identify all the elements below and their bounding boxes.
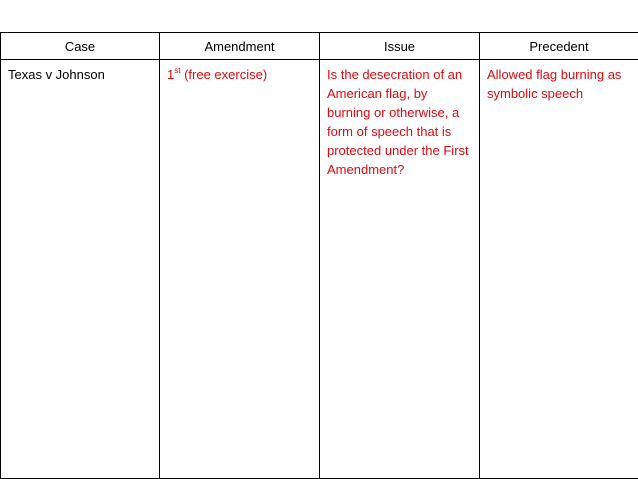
amendment-note: (free exercise) (184, 67, 268, 82)
header-case: Case (1, 33, 160, 60)
header-precedent: Precedent (480, 33, 638, 60)
case-table (0, 32, 638, 479)
table-row (1, 60, 638, 479)
header-amendment: Amendment (160, 33, 320, 60)
cell-amendment (160, 60, 320, 479)
cell-case (1, 60, 160, 479)
amendment-ordinal-suffix: st (174, 66, 181, 75)
cell-issue (320, 60, 480, 479)
amendment-number: 1 (167, 67, 175, 82)
header-row (1, 33, 638, 60)
header-issue: Issue (320, 33, 480, 60)
issue-text: Is the desecration of an American flag, by burning or otherwise, a form of speech that is protected under the First Amendment? (327, 67, 469, 177)
case-name: Texas v Johnson (8, 67, 105, 82)
precedent-text: Allowed flag burning as symbolic speech (487, 67, 622, 101)
cell-precedent (480, 60, 638, 479)
